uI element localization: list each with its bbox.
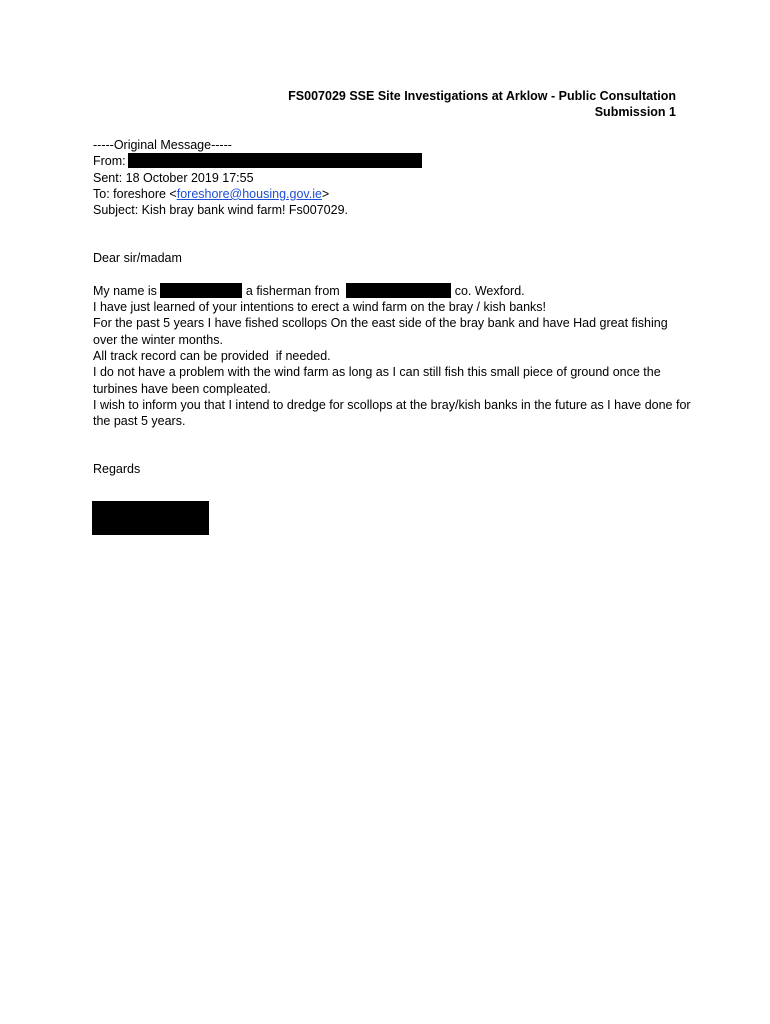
submission-label: Submission 1	[594, 105, 676, 119]
from-line	[93, 153, 693, 169]
paragraph-2: For the past 5 years I have fished scollops On the east side of the bray bank and have Had great fishing over the winter months.	[93, 316, 668, 347]
redacted-sender	[128, 153, 422, 168]
to-prefix: To: foreshore <	[93, 186, 177, 201]
paragraph-1: I have just learned of your intentions to erect a wind farm on the bray / kish banks!	[93, 300, 547, 315]
email-link[interactable]: foreshore@housing.gov.ie	[176, 186, 322, 201]
subject-line: Subject: Kish bray bank wind farm! Fs007029.	[93, 203, 348, 218]
sent-line: Sent: 18 October 2019 17:55	[93, 170, 254, 185]
spacer	[93, 429, 693, 461]
closing: Regards	[93, 462, 141, 477]
name-middle: a fisherman from	[245, 283, 340, 298]
document-header	[288, 88, 676, 120]
name-suffix: co. Wexford.	[454, 283, 525, 298]
spacer	[93, 218, 693, 250]
spacer	[93, 267, 693, 283]
name-prefix: My name is	[93, 283, 157, 298]
paragraph-3: All track record can be provided if needed.	[93, 348, 331, 363]
paragraph-4: I do not have a problem with the wind farm as long as I can still fish this small piece of ground once the turbines have been compleated.	[93, 365, 661, 396]
name-line	[93, 283, 693, 299]
greeting: Dear sir/madam	[93, 251, 182, 266]
original-message-line: -----Original Message-----	[93, 138, 232, 152]
to-line	[93, 186, 693, 202]
paragraph-5: I wish to inform you that I intend to dredge for scollops at the bray/kish banks in the future as I have done for the past 5 years.	[93, 397, 691, 429]
document-title: FS007029 SSE Site Investigations at Arklow - Public Consultation	[288, 89, 676, 103]
redacted-signature	[92, 501, 209, 535]
to-suffix: >	[321, 186, 330, 201]
from-label: From:	[93, 154, 126, 169]
redacted-location	[346, 283, 451, 298]
redacted-name	[160, 283, 242, 298]
document-body	[93, 137, 693, 478]
